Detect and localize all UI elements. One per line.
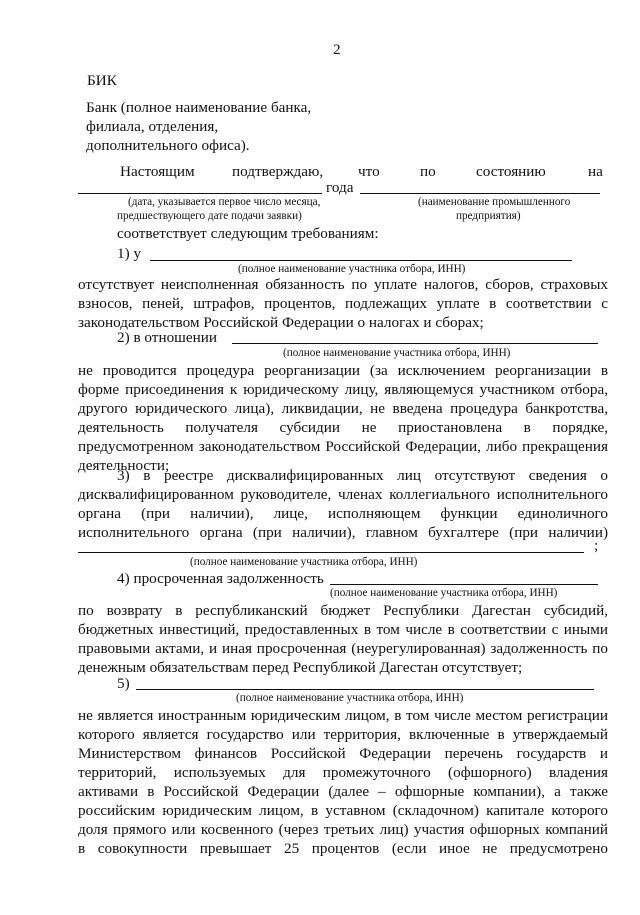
- bik-label: БИК: [87, 72, 117, 89]
- date-field-line[interactable]: [78, 193, 322, 194]
- item2-line-5: предусмотренном законодательством Российской Федерации, либо прекращения: [78, 438, 608, 455]
- item5-line-6: российским юридическим лицом, в уставном (складочном) капитале которого: [78, 802, 608, 819]
- item3-end: ;: [594, 537, 599, 554]
- confirm-word-6: на: [588, 163, 603, 180]
- item1-prefix: 1) у: [117, 245, 142, 262]
- enterprise-note-line-2: предприятия): [456, 210, 521, 222]
- item4-note: (полное наименование участника отбора, ИНН): [330, 587, 558, 599]
- item5-line-2: которого является государство или территория, включенные в утверждаемый: [78, 726, 608, 743]
- bank-label-line-2: филиала, отделения,: [86, 118, 219, 135]
- item3-line-4: исполнительного органа (при наличии), главном бухгалтере (при наличии): [78, 524, 608, 541]
- confirm-word-3: что: [358, 163, 380, 180]
- bank-label-line-3: дополнительного офиса).: [86, 137, 250, 154]
- item3-participant-line[interactable]: [78, 552, 584, 553]
- item4-line-4: денежным обязательствам перед Республикой Дагестан отсутствует;: [78, 659, 523, 676]
- item5-line-7: доля прямого или косвенного (через третьих лиц) участия офшорных компаний: [78, 821, 608, 838]
- enterprise-note-line-1: (наименование промышленного: [418, 196, 571, 208]
- item1-line-3: законодательством Российской Федерации о налогах и сборах;: [78, 314, 484, 331]
- item2-prefix: 2) в отношении: [117, 329, 217, 346]
- item4-line-1: по возврату в республиканский бюджет Республики Дагестан субсидий,: [78, 602, 608, 619]
- item1-line-1: отсутствует неисполненная обязанность по уплате налогов, сборов, страховых: [78, 276, 608, 293]
- item4-prefix: 4) просроченная задолженность: [117, 570, 324, 587]
- item2-participant-line[interactable]: [232, 343, 598, 344]
- enterprise-field-line[interactable]: [360, 193, 600, 194]
- item4-line-3: правовыми актами, и иная просроченная (неурегулированная) задолженность по: [78, 640, 608, 657]
- confirm-word-5: состоянию: [476, 163, 546, 180]
- requirements-intro: соответствует следующим требованиям:: [117, 225, 379, 242]
- confirm-word-4: по: [420, 163, 436, 180]
- item5-line-5: активами в Российской Федерации (далее – офшорные компании), а также: [78, 783, 608, 800]
- item4-line-2: бюджетных инвестиций, предоставленных в том числе в соответствии с иными: [78, 621, 608, 638]
- item3-line-3: органа (при наличии), лице, исполняющем функции единоличного: [78, 505, 608, 522]
- item5-line-4: территорий, используемых для промежуточного (офшорного) владения: [78, 764, 608, 781]
- item2-note: (полное наименование участника отбора, ИНН): [283, 347, 511, 359]
- item3-note: (полное наименование участника отбора, ИНН): [190, 556, 418, 568]
- item1-note: (полное наименование участника отбора, ИНН): [238, 263, 466, 275]
- date-note-line-2: предшествующего дате подачи заявки): [117, 210, 302, 222]
- item3-line-2: дисквалифицированном руководителе, членах коллегиального исполнительного: [78, 486, 608, 503]
- item2-line-6: деятельности;: [78, 457, 170, 474]
- item4-participant-line[interactable]: [330, 584, 598, 585]
- item5-note: (полное наименование участника отбора, ИНН): [236, 692, 464, 704]
- page-number: 2: [333, 41, 341, 58]
- year-word: года: [326, 179, 354, 196]
- item5-participant-line[interactable]: [136, 689, 594, 690]
- item2-line-4: деятельность получателя субсидии не приостановлена в порядке,: [78, 419, 608, 436]
- confirm-word-1: Настоящим: [120, 163, 195, 180]
- item2-line-3: другого юридического лица), ликвидации, не введена процедура банкротства,: [78, 400, 608, 417]
- item5-line-8: в совокупности превышает 25 процентов (если иное не предусмотрено: [78, 840, 608, 857]
- item2-line-2: форме присоединения к юридическому лицу, являющемуся участником отбора,: [78, 381, 608, 398]
- item5-prefix: 5): [117, 675, 130, 692]
- bank-label-line-1: Банк (полное наименование банка,: [86, 99, 312, 116]
- item2-line-1: не проводится процедура реорганизации (за исключением реорганизации в: [78, 362, 608, 379]
- item3-line-1: 3) в реестре дисквалифицированных лиц отсутствуют сведения о: [117, 467, 608, 484]
- item5-line-1: не является иностранным юридическим лицом, в том числе местом регистрации: [78, 707, 608, 724]
- item5-line-3: Министерством финансов Российской Федерации перечень государств и: [78, 745, 608, 762]
- confirm-word-2: подтверждаю,: [232, 163, 324, 180]
- item1-participant-line[interactable]: [150, 260, 572, 261]
- item1-line-2: взносов, пеней, штрафов, процентов, подлежащих уплате в соответствии с: [78, 295, 608, 312]
- date-note-line-1: (дата, указывается первое число месяца,: [128, 196, 321, 208]
